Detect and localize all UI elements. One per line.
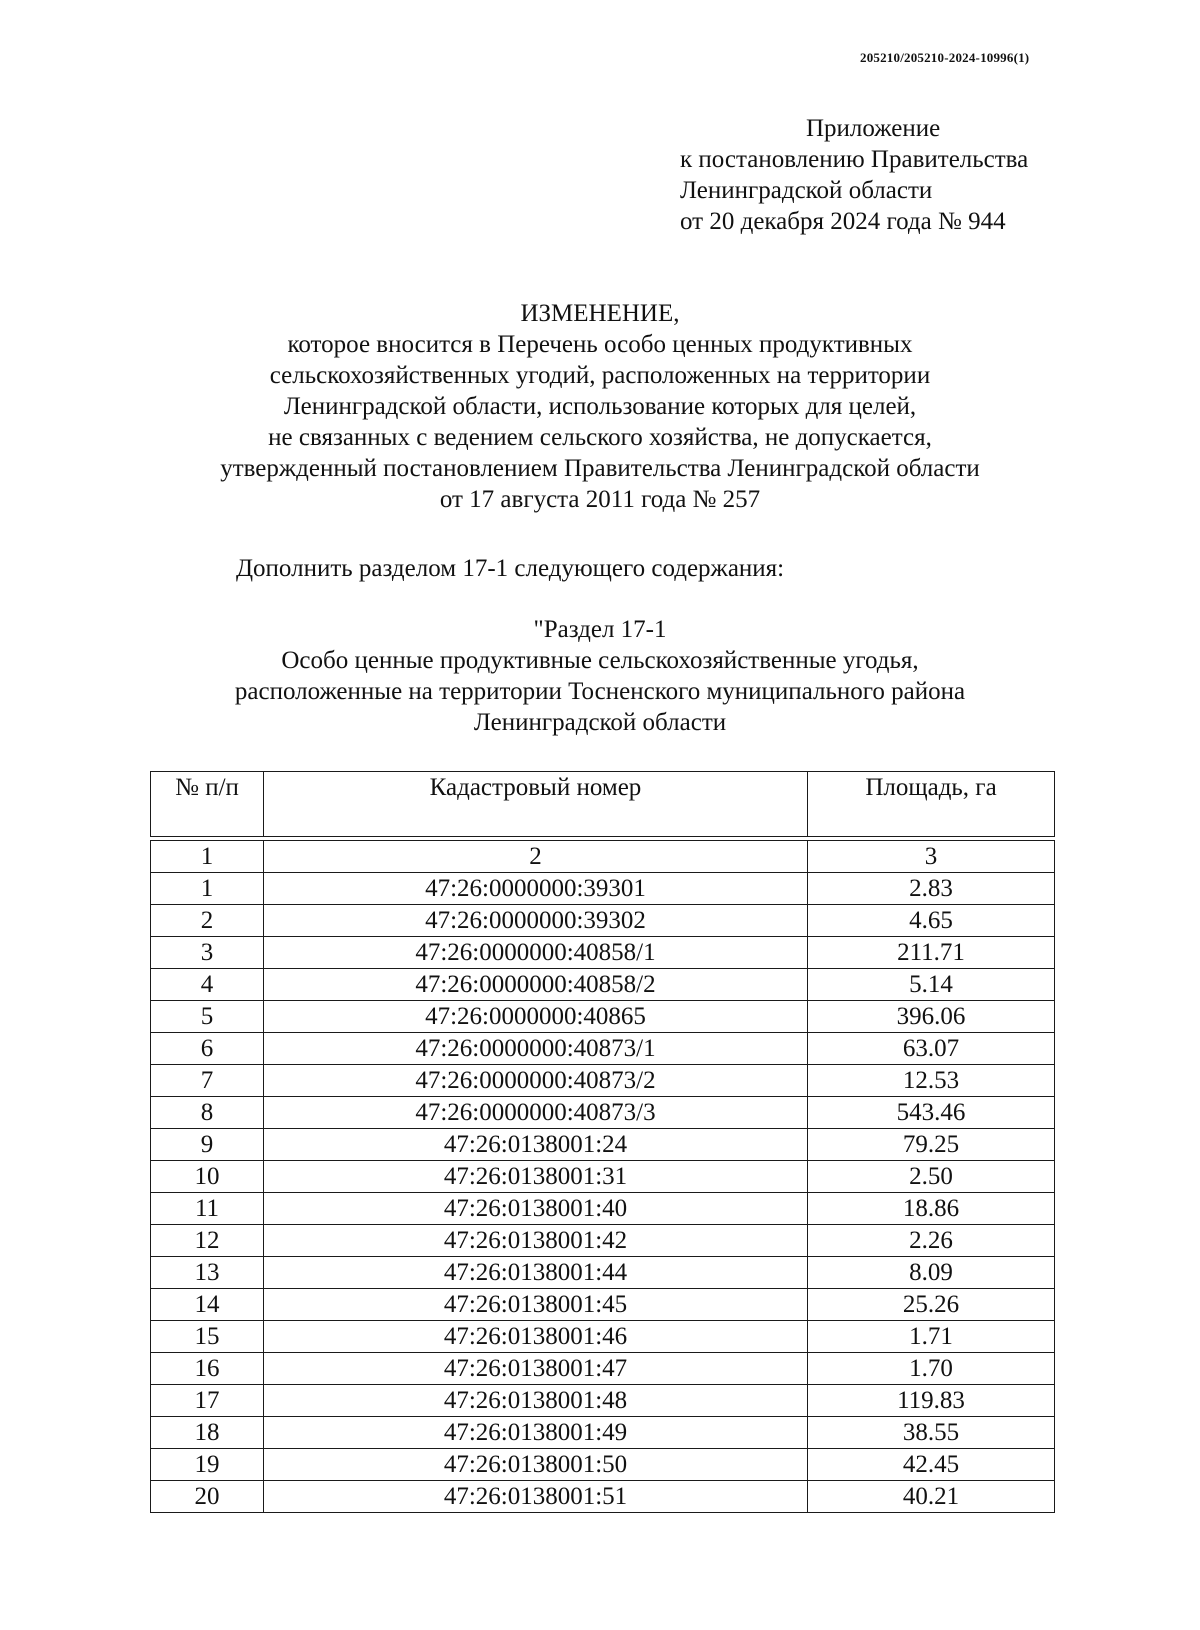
land-table	[150, 771, 1055, 1513]
row-cadastral-number: 47:26:0138001:50	[264, 1449, 808, 1481]
table-row	[151, 1481, 1055, 1513]
table-index-row	[151, 841, 1055, 873]
table-row	[151, 905, 1055, 937]
row-cadastral-number: 47:26:0000000:40858/2	[264, 969, 808, 1001]
table-row	[151, 1289, 1055, 1321]
index-cell: 3	[808, 841, 1055, 873]
row-cadastral-number: 47:26:0138001:42	[264, 1225, 808, 1257]
row-area: 396.06	[808, 1001, 1055, 1033]
document-id: 205210/205210-2024-10996(1)	[860, 50, 1030, 65]
section-heading	[100, 614, 1100, 738]
appendix-line: к постановлению Правительства	[680, 146, 1029, 173]
row-area: 79.25	[808, 1129, 1055, 1161]
row-cadastral-number: 47:26:0000000:40865	[264, 1001, 808, 1033]
header-area: Площадь, га	[808, 772, 1055, 837]
row-area: 38.55	[808, 1417, 1055, 1449]
row-number: 9	[151, 1129, 264, 1161]
row-number: 13	[151, 1257, 264, 1289]
row-cadastral-number: 47:26:0138001:24	[264, 1129, 808, 1161]
row-number: 8	[151, 1097, 264, 1129]
table-row	[151, 1257, 1055, 1289]
row-number: 14	[151, 1289, 264, 1321]
row-cadastral-number: 47:26:0138001:44	[264, 1257, 808, 1289]
row-area: 40.21	[808, 1481, 1055, 1513]
appendix-line: от 20 декабря 2024 года № 944	[680, 208, 1006, 235]
row-area: 63.07	[808, 1033, 1055, 1065]
table-row	[151, 1385, 1055, 1417]
row-area: 119.83	[808, 1385, 1055, 1417]
row-cadastral-number: 47:26:0138001:51	[264, 1481, 808, 1513]
section-line: Особо ценные продуктивные сельскохозяйственные угодья,	[281, 647, 919, 674]
row-cadastral-number: 47:26:0138001:49	[264, 1417, 808, 1449]
header-number: № п/п	[151, 772, 264, 837]
table-row	[151, 969, 1055, 1001]
subtitle-line: которое вносится в Перечень особо ценных продуктивных	[287, 331, 913, 358]
row-area: 211.71	[808, 937, 1055, 969]
row-cadastral-number: 47:26:0000000:39301	[264, 873, 808, 905]
table-row	[151, 1225, 1055, 1257]
row-area: 25.26	[808, 1289, 1055, 1321]
table-header-row	[151, 772, 1055, 837]
row-number: 4	[151, 969, 264, 1001]
intro-paragraph: Дополнить разделом 17-1 следующего содержания:	[236, 555, 785, 582]
table-row	[151, 873, 1055, 905]
row-number: 7	[151, 1065, 264, 1097]
row-cadastral-number: 47:26:0000000:40873/2	[264, 1065, 808, 1097]
index-cell: 1	[151, 841, 264, 873]
row-cadastral-number: 47:26:0138001:46	[264, 1321, 808, 1353]
section-line: расположенные на территории Тосненского муниципального района	[234, 678, 966, 705]
section-line: "Раздел 17-1	[533, 616, 667, 643]
appendix-line: Ленинградской области	[680, 177, 933, 204]
row-number: 17	[151, 1385, 264, 1417]
row-area: 2.50	[808, 1161, 1055, 1193]
row-area: 2.83	[808, 873, 1055, 905]
row-cadastral-number: 47:26:0138001:40	[264, 1193, 808, 1225]
row-number: 1	[151, 873, 264, 905]
row-number: 6	[151, 1033, 264, 1065]
row-area: 543.46	[808, 1097, 1055, 1129]
subtitle-line: Ленинградской области, использование которых для целей,	[283, 393, 917, 420]
table-row	[151, 1097, 1055, 1129]
table-row	[151, 1449, 1055, 1481]
row-cadastral-number: 47:26:0138001:45	[264, 1289, 808, 1321]
table-row	[151, 1065, 1055, 1097]
appendix-block	[680, 113, 1028, 237]
row-number: 18	[151, 1417, 264, 1449]
row-area: 4.65	[808, 905, 1055, 937]
row-cadastral-number: 47:26:0138001:31	[264, 1161, 808, 1193]
subtitle-line: сельскохозяйственных угодий, расположенных на территории	[269, 362, 931, 389]
row-cadastral-number: 47:26:0000000:40858/1	[264, 937, 808, 969]
row-area: 12.53	[808, 1065, 1055, 1097]
row-number: 15	[151, 1321, 264, 1353]
row-number: 5	[151, 1001, 264, 1033]
row-cadastral-number: 47:26:0000000:39302	[264, 905, 808, 937]
row-area: 8.09	[808, 1257, 1055, 1289]
row-area: 42.45	[808, 1449, 1055, 1481]
row-number: 20	[151, 1481, 264, 1513]
table-row	[151, 1001, 1055, 1033]
table-row	[151, 1129, 1055, 1161]
section-line: Ленинградской области	[473, 709, 727, 736]
row-area: 2.26	[808, 1225, 1055, 1257]
appendix-line: Приложение	[806, 115, 941, 142]
index-cell: 2	[264, 841, 808, 873]
table-row	[151, 1161, 1055, 1193]
table-row	[151, 1353, 1055, 1385]
row-area: 1.70	[808, 1353, 1055, 1385]
row-area: 18.86	[808, 1193, 1055, 1225]
row-cadastral-number: 47:26:0138001:48	[264, 1385, 808, 1417]
row-cadastral-number: 47:26:0000000:40873/1	[264, 1033, 808, 1065]
header-cadastral: Кадастровый номер	[264, 772, 808, 837]
table-row	[151, 1417, 1055, 1449]
subtitle-line: не связанных с ведением сельского хозяйства, не допускается,	[268, 424, 932, 451]
table-row	[151, 1033, 1055, 1065]
row-cadastral-number: 47:26:0000000:40873/3	[264, 1097, 808, 1129]
subtitle-line: утвержденный постановлением Правительства Ленинградской области	[220, 455, 980, 482]
row-number: 16	[151, 1353, 264, 1385]
subtitle-line: от 17 августа 2011 года № 257	[439, 486, 761, 513]
row-number: 19	[151, 1449, 264, 1481]
row-number: 11	[151, 1193, 264, 1225]
row-area: 5.14	[808, 969, 1055, 1001]
table-row	[151, 1321, 1055, 1353]
row-cadastral-number: 47:26:0138001:47	[264, 1353, 808, 1385]
row-number: 3	[151, 937, 264, 969]
table-row	[151, 1193, 1055, 1225]
row-area: 1.71	[808, 1321, 1055, 1353]
row-number: 10	[151, 1161, 264, 1193]
row-number: 2	[151, 905, 264, 937]
document-title: ИЗМЕНЕНИЕ,	[520, 300, 680, 327]
row-number: 12	[151, 1225, 264, 1257]
table-body	[151, 837, 1055, 1513]
document-heading	[100, 298, 1100, 515]
table-row	[151, 937, 1055, 969]
